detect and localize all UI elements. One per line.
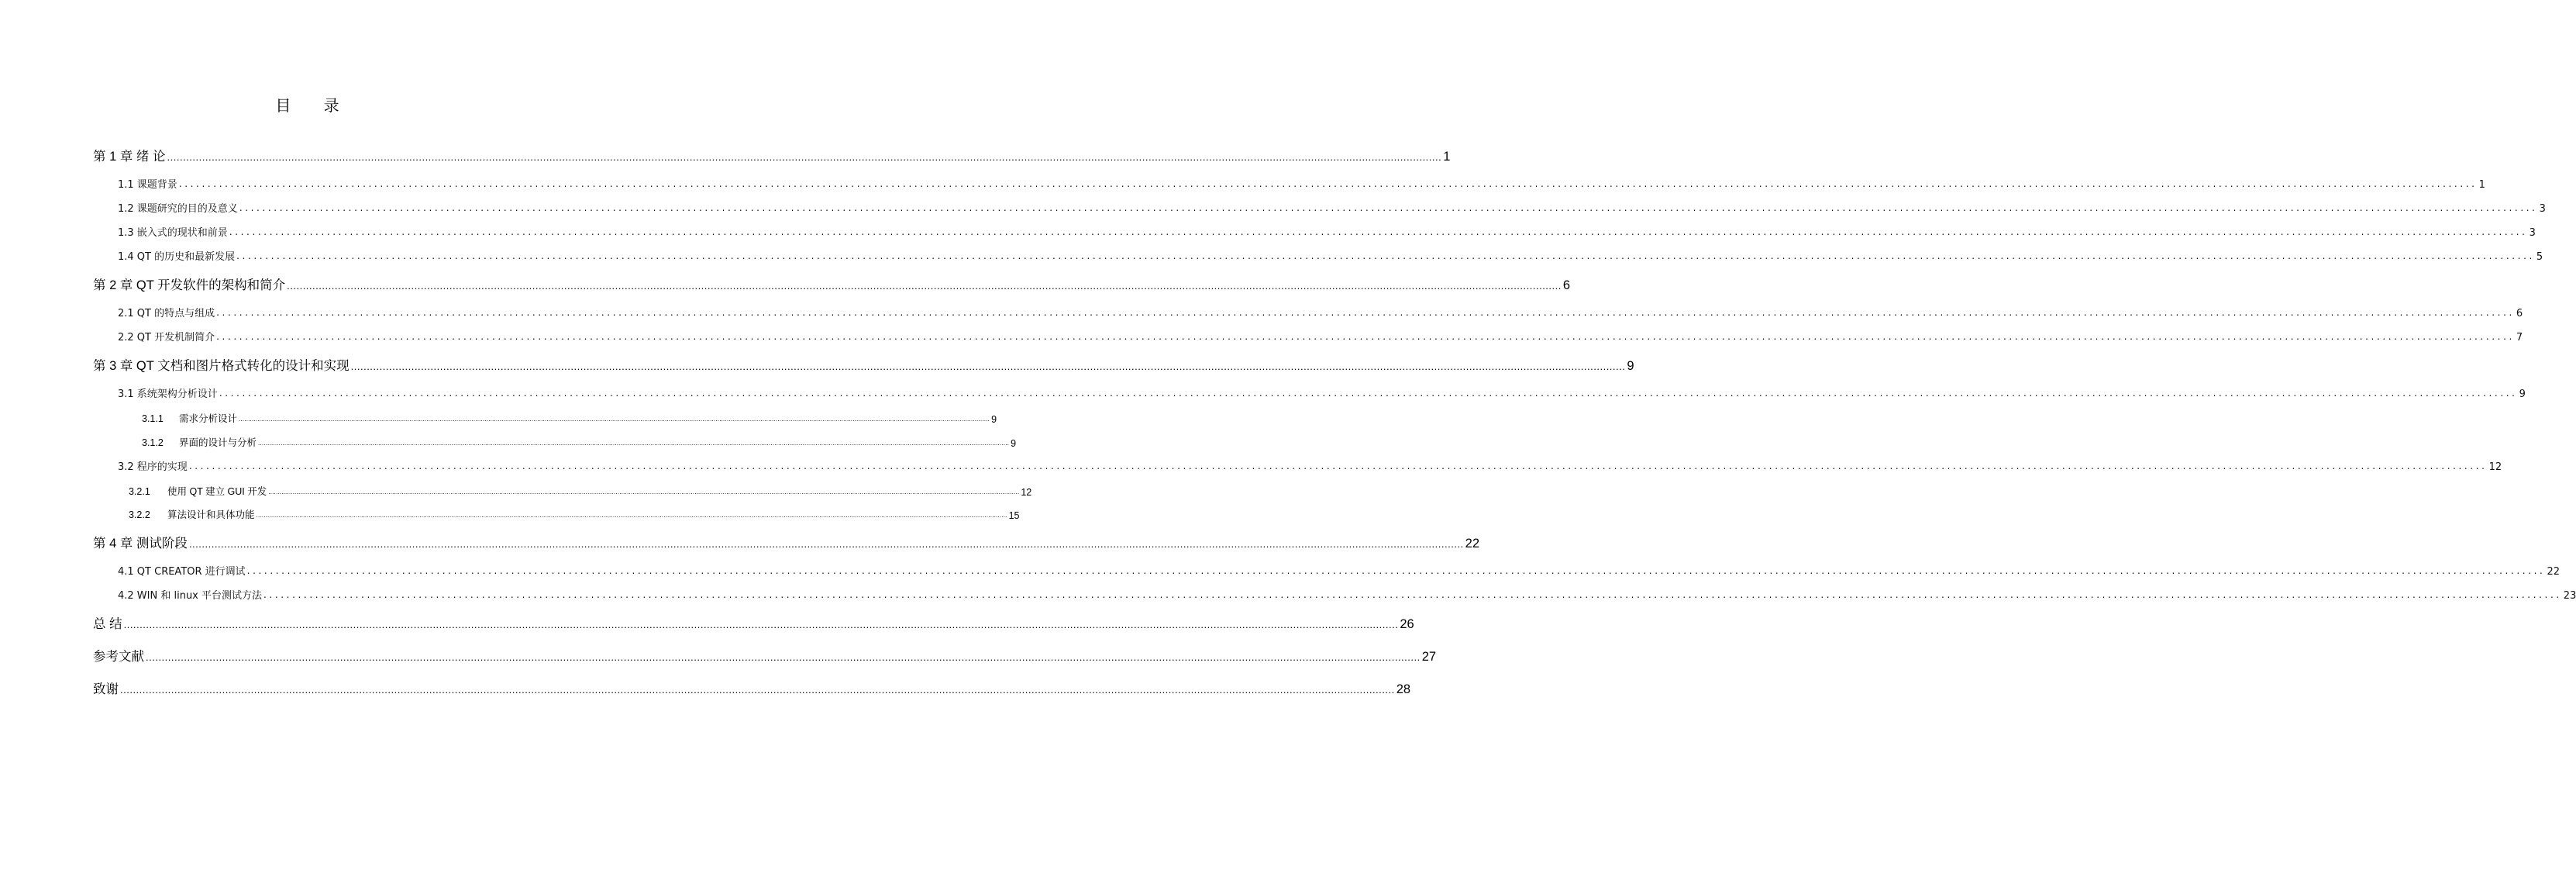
toc-entry-number: 3.2.2 [129, 509, 150, 520]
dot-leader: ................................................................................................................................................................................................................................................................................................................................................................................................................ [146, 651, 1421, 663]
toc-entry-page: 12 [1021, 487, 1032, 498]
toc-entry-text: 界面的设计与分析 [179, 437, 257, 448]
toc-entry-label: 参考文献 [93, 650, 144, 664]
toc-title: 目 录 [275, 96, 353, 115]
dot-leader: ................................................................................................................................................................................................................................................................................................................................................................................................................ [239, 202, 2538, 213]
toc-entry-3-1-1[interactable] [142, 409, 997, 425]
toc-entry-label [142, 411, 237, 425]
toc-entry-page: 9 [1011, 438, 1017, 449]
toc-entry-label [129, 507, 255, 521]
toc-entry-page: 26 [1400, 617, 1414, 631]
toc-entry-label: 2.1 QT 的特点与组成 [118, 308, 215, 319]
dot-leader: ................................................................................................................................................................................................................................................................................................................................................................................................................ [263, 589, 2562, 600]
toc-entry-label: 3.2 程序的实现 [118, 461, 188, 473]
toc-entry-page: 1 [1443, 150, 1451, 164]
dot-leader: ................................................................................................................................................................................................................................................................................................................................................................................................................ [236, 250, 2535, 261]
toc-entry-page: 6 [1562, 278, 1571, 292]
toc-entry-1-2[interactable] [118, 199, 2546, 215]
dot-leader: ................................................................................................................................................................................................................................................................................................................................................................................................................ [178, 178, 2478, 189]
toc-entry-number: 3.1.1 [142, 413, 164, 424]
dot-leader: ................................................................................................................................................................................................................................................................................................................................................................................................................ [120, 684, 1395, 696]
toc-entry-label: 3.1 系统架构分析设计 [118, 388, 218, 400]
dot-leader: ................................................................................................................................................................................................................................................................................................................................................................................................................ [350, 361, 1626, 372]
toc-entry-page: 22 [2547, 566, 2560, 578]
dot-leader: ................................................................................................................................................................................................................................................................................................................................................................................................................ [268, 489, 1020, 495]
toc-entry-label: 总 结 [93, 617, 122, 631]
toc-entry-3-1[interactable] [118, 385, 2526, 400]
toc-entry-2-1[interactable] [118, 304, 2523, 319]
toc-entry-text: 需求分析设计 [179, 413, 238, 424]
toc-entry-page: 1 [2478, 179, 2485, 191]
toc-entry-page: 28 [1396, 682, 1411, 696]
toc-entry-label: 1.4 QT 的历史和最新发展 [118, 251, 236, 263]
toc-entry-page: 3 [2529, 227, 2536, 239]
toc-entry-chapter-4[interactable] [93, 533, 1480, 551]
dot-leader: ................................................................................................................................................................................................................................................................................................................................................................................................................ [167, 151, 1442, 163]
toc-entry-page: 9 [1627, 359, 1634, 373]
toc-entry-3-1-2[interactable] [142, 433, 1017, 449]
toc-entry-page: 23 [2563, 590, 2576, 602]
toc-entry-page: 22 [1465, 537, 1480, 551]
dot-leader: ................................................................................................................................................................................................................................................................................................................................................................................................................ [219, 388, 2518, 399]
toc-entry-chapter-2[interactable] [93, 274, 1571, 293]
dot-leader: ................................................................................................................................................................................................................................................................................................................................................................................................................ [239, 416, 990, 423]
toc-entry-3-2-2[interactable] [129, 506, 1020, 521]
toc-entry-page: 9 [991, 414, 997, 425]
toc-entry-page: 12 [2488, 461, 2502, 473]
toc-entry-summary[interactable] [93, 613, 1414, 632]
toc-entry-2-2[interactable] [118, 328, 2523, 344]
toc-entry-1-1[interactable] [118, 175, 2485, 191]
toc-entry-1-3[interactable] [118, 223, 2536, 239]
toc-entry-4-1[interactable] [118, 562, 2560, 578]
toc-entry-acknowledgements[interactable] [93, 678, 1411, 697]
dot-leader: ................................................................................................................................................................................................................................................................................................................................................................................................................ [216, 307, 2515, 318]
dot-leader: ................................................................................................................................................................................................................................................................................................................................................................................................................ [123, 619, 1399, 630]
toc-entry-1-4[interactable] [118, 247, 2543, 263]
toc-entry-references[interactable] [93, 646, 1437, 665]
toc-entry-label: 4.2 WIN 和 linux 平台测试方法 [118, 590, 263, 602]
toc-entry-label [129, 484, 267, 498]
toc-entry-3-2[interactable] [118, 457, 2502, 473]
toc-entry-page: 15 [1008, 510, 1020, 521]
toc-entry-page: 7 [2516, 332, 2523, 344]
toc-entry-label: 致谢 [93, 682, 119, 696]
toc-entry-label: 第 3 章 QT 文档和图片格式转化的设计和实现 [93, 359, 350, 373]
toc-entry-label: 4.1 QT CREATOR 进行调试 [118, 566, 246, 578]
dot-leader: ................................................................................................................................................................................................................................................................................................................................................................................................................ [287, 280, 1562, 292]
toc-entry-number: 3.2.1 [129, 486, 150, 497]
dot-leader: ................................................................................................................................................................................................................................................................................................................................................................................................................ [258, 440, 1010, 447]
toc-entry-label: 第 1 章 绪 论 [93, 150, 166, 164]
toc-entry-page: 5 [2536, 251, 2543, 263]
toc-entry-number: 3.1.2 [142, 437, 164, 448]
dot-leader: ................................................................................................................................................................................................................................................................................................................................................................................................................ [216, 331, 2515, 342]
dot-leader: ................................................................................................................................................................................................................................................................................................................................................................................................................ [188, 538, 1464, 550]
toc-entry-label: 第 2 章 QT 开发软件的架构和简介 [93, 278, 286, 292]
toc-entry-label: 1.3 嵌入式的现状和前景 [118, 227, 228, 239]
dot-leader: ................................................................................................................................................................................................................................................................................................................................................................................................................ [256, 512, 1007, 519]
toc-entry-page: 6 [2516, 308, 2523, 319]
toc-entry-text: 使用 QT 建立 GUI 开发 [167, 486, 267, 497]
toc-entry-label: 1.1 课题背景 [118, 179, 177, 191]
toc-entry-label: 1.2 课题研究的目的及意义 [118, 203, 238, 215]
toc-entry-chapter-1[interactable] [93, 146, 1451, 164]
toc-entry-page: 9 [2519, 388, 2526, 400]
dot-leader: ................................................................................................................................................................................................................................................................................................................................................................................................................ [188, 461, 2488, 471]
toc-entry-label: 2.2 QT 开发机制简介 [118, 332, 215, 344]
dot-leader: ................................................................................................................................................................................................................................................................................................................................................................................................................ [246, 565, 2546, 576]
toc-entry-text: 算法设计和具体功能 [167, 509, 255, 520]
toc-entry-page: 27 [1421, 650, 1437, 664]
toc-entry-page: 3 [2539, 203, 2546, 215]
toc-entry-3-2-1[interactable] [129, 482, 1032, 498]
dot-leader: ................................................................................................................................................................................................................................................................................................................................................................................................................ [229, 226, 2528, 237]
toc-entry-label [142, 435, 257, 449]
toc-entry-label: 第 4 章 测试阶段 [93, 537, 188, 551]
toc-entry-4-2[interactable] [118, 586, 2576, 602]
toc-entry-chapter-3[interactable] [93, 355, 1634, 374]
